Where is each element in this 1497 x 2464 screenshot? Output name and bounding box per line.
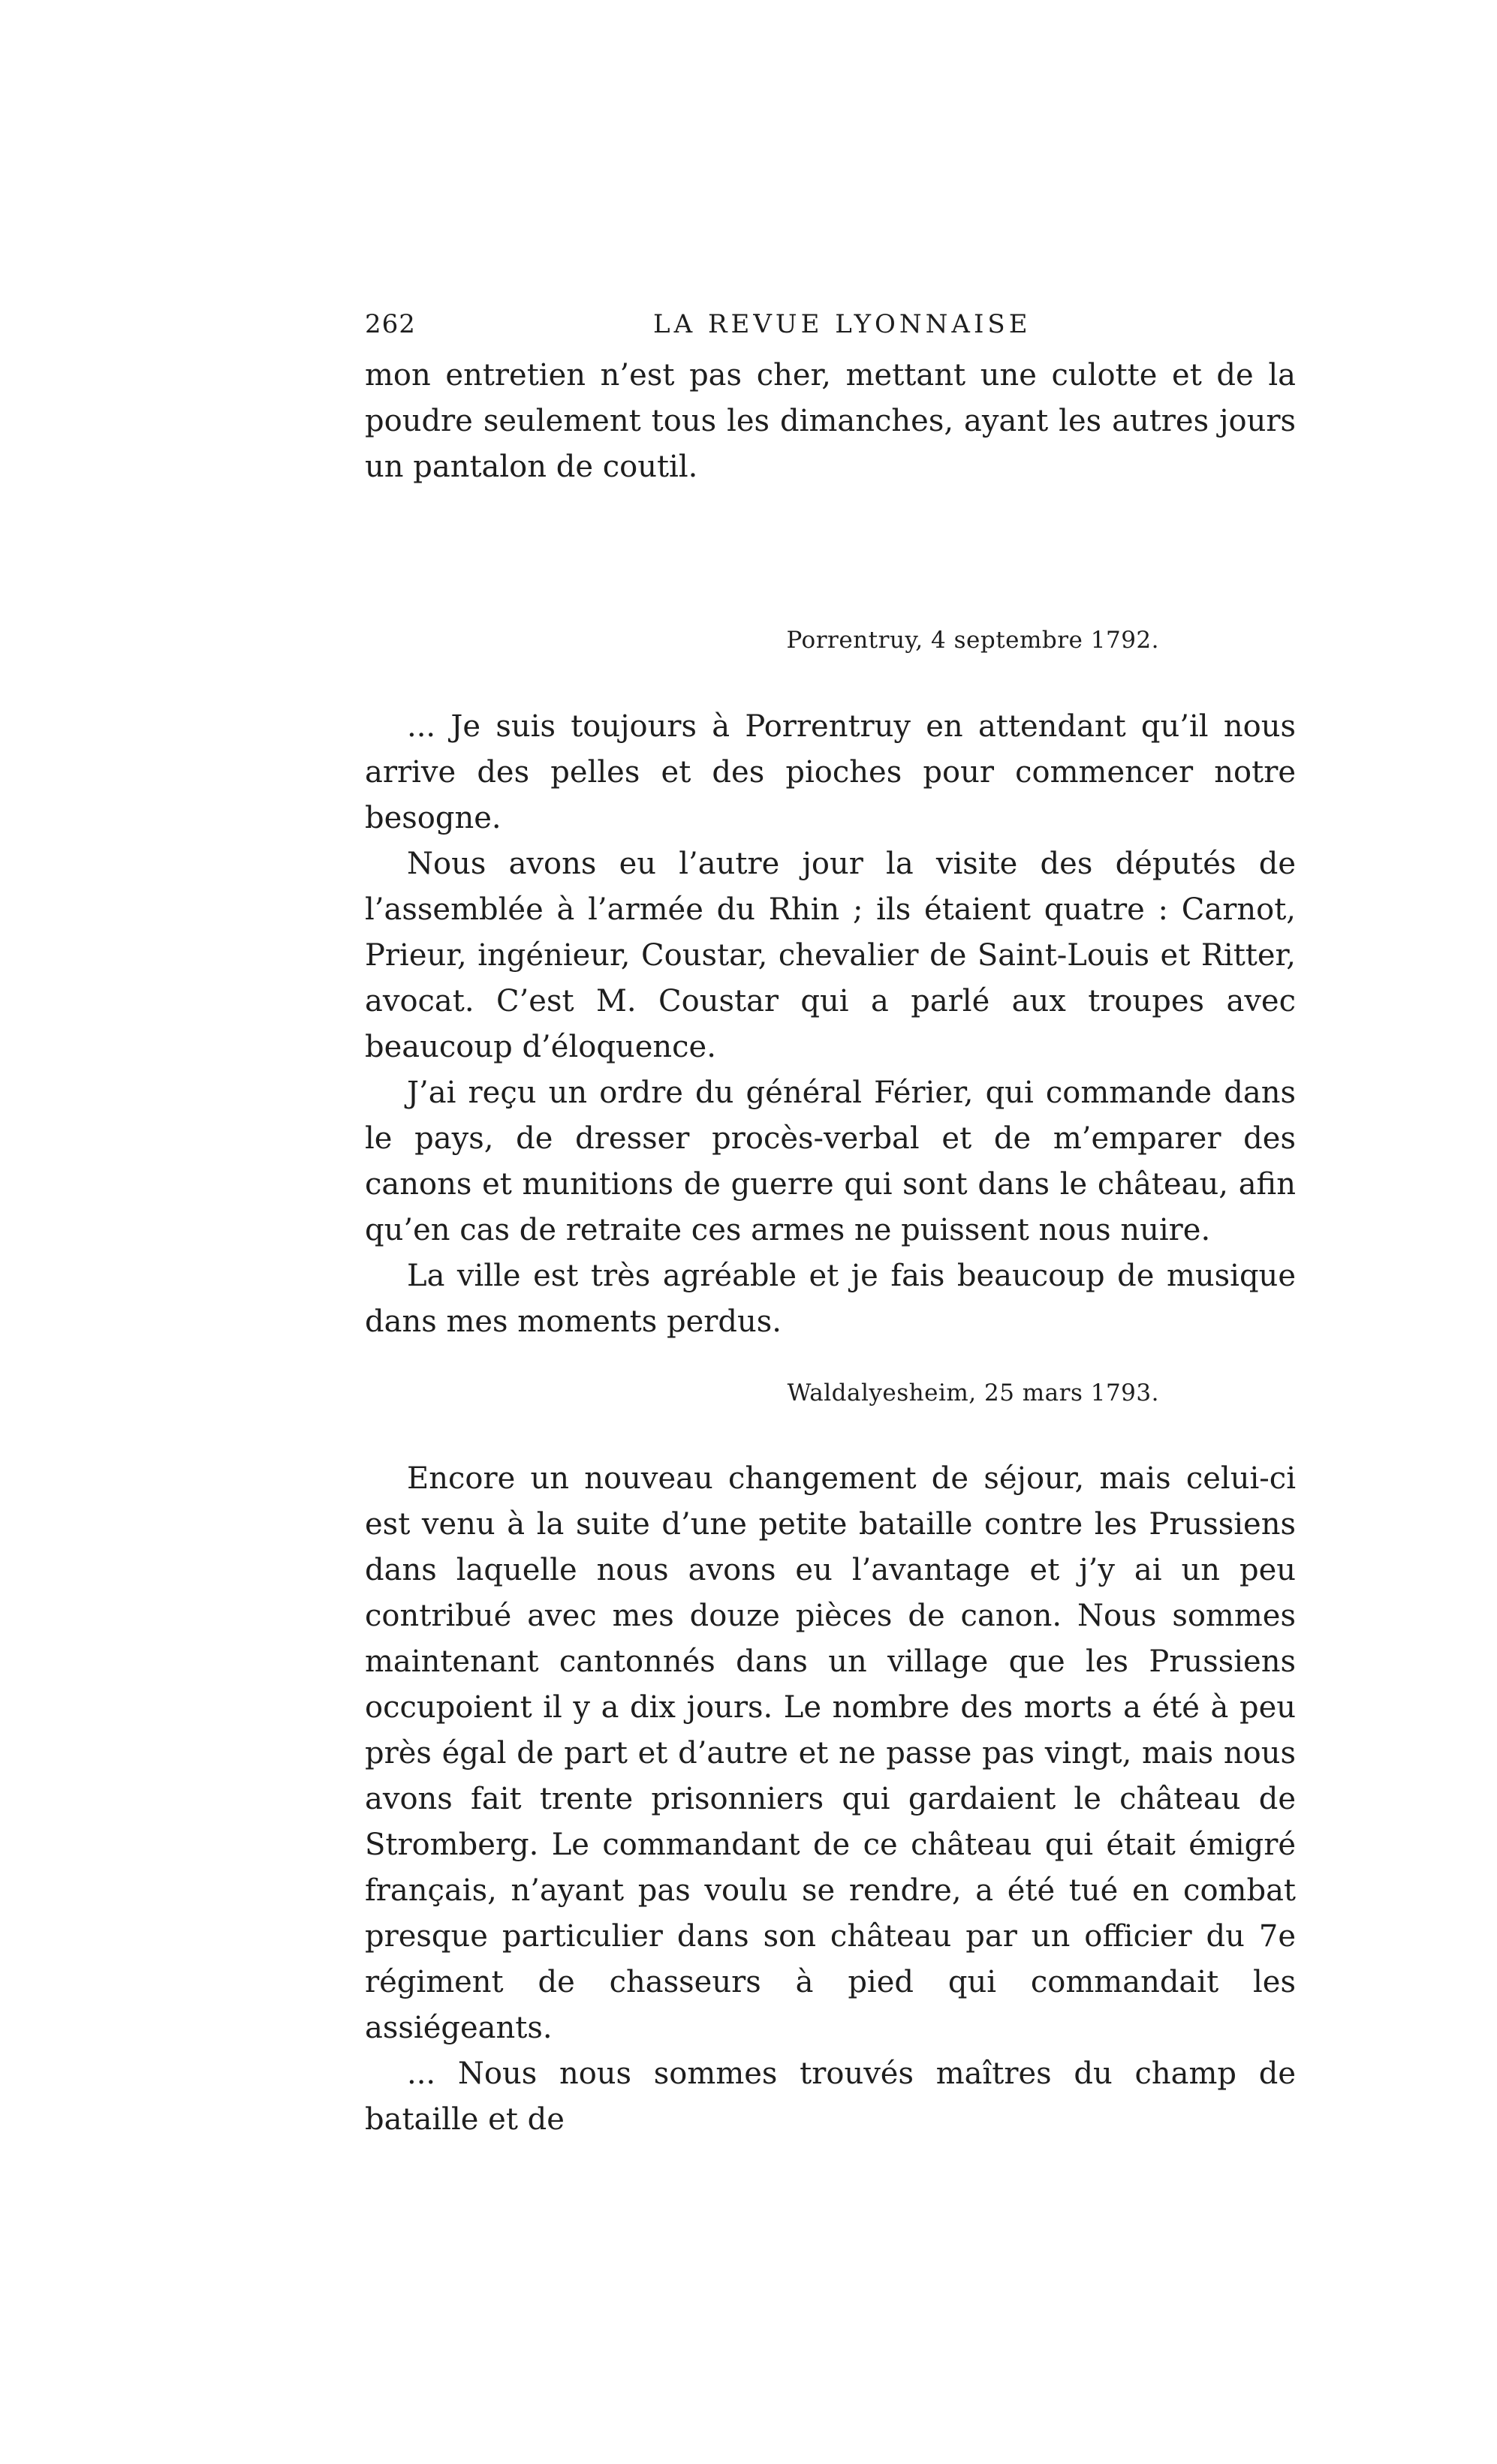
paragraph: ... Je suis toujours à Porrentruy en attendant qu’il nous arrive des pelles et des pioches pour commencer notre besogne. (365, 709, 1296, 835)
paragraph: Encore un nouveau changement de séjour, mais celui-ci est venu à la suite d’une petite bataille contre les Prussiens dans laquelle nous avons eu l’avantage et j’y ai un peu contribué avec mes douze pièces de canon. Nous sommes maintenant cantonnés dans un village que les Prussiens occupoient il y a dix jours. Le nombre des morts a été à peu près égal de part et d’autre et ne passe pas vingt, mais nous avons fait trente prisonniers qui gardaient le château de Stromberg. Le commandant de ce château qui était émigré français, n’ayant pas voulu se rendre, a été tué en combat presque particulier dans son château par un officier du 7e régiment de chasseurs à pied qui commandait les assiégeants. (365, 1461, 1296, 2045)
paragraph: La ville est très agréable et je fais beaucoup de musique dans mes moments perdus. (365, 1259, 1296, 1339)
letter-1-body (365, 704, 1296, 1345)
paragraph: ... Nous nous sommes trouvés maîtres du champ de bataille et de (365, 2056, 1296, 2137)
letter-2-body (365, 1456, 1296, 2143)
dateline-waldalyesheim: Waldalyesheim, 25 mars 1793. (787, 1379, 1159, 1406)
running-title: LA REVUE LYONNAISE (653, 309, 1032, 339)
intro-paragraph: mon entretien n’est pas cher, mettant une culotte et de la poudre seulement tous les dimanches, ayant les autres jours un pantalon de coutil. (365, 358, 1296, 484)
dateline-porrentruy: Porrentruy, 4 septembre 1792. (786, 627, 1159, 654)
paragraph: Nous avons eu l’autre jour la visite des députés de l’assemblée à l’armée du Rhin ; ils étaient quatre : Carnot, Prieur, ingénieur, Coustar, chevalier de Saint-Louis et Ritter, avocat. C’est M. Coustar qui a parlé aux troupes avec beaucoup d’éloquence. (365, 847, 1296, 1064)
page-number: 262 (365, 309, 416, 339)
paragraph: J’ai reçu un ordre du général Férier, qui commande dans le pays, de dresser procès-verbal et de m’emparer des canons et munitions de guerre qui sont dans le château, afin qu’en cas de retraite ces armes ne puissent nous nuire. (365, 1076, 1296, 1247)
intro-block (365, 353, 1296, 490)
